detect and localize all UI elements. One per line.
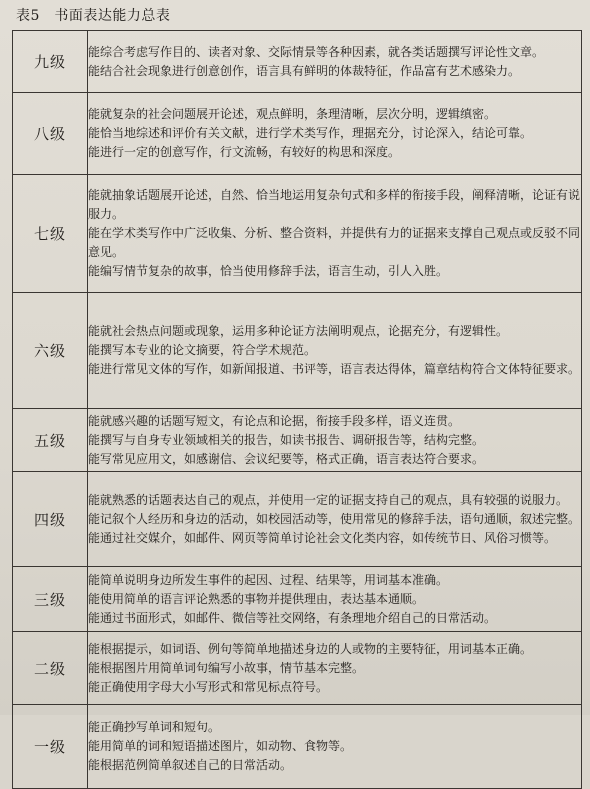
level-label: 八级 <box>13 93 88 175</box>
descriptor-line: 能就感兴趣的话题写短文，有论点和论据，衔接手段多样，语义连贯。 <box>88 413 461 428</box>
descriptor-line: 能根据提示，如词语、例句等简单地描述身边的人或物的主要特征，用词基本正确。 <box>88 641 533 656</box>
descriptor-line: 能用简单的词和短语描述图片，如动物、食物等。 <box>88 739 353 753</box>
level-label: 二级 <box>13 632 88 705</box>
table-row <box>13 31 582 93</box>
table-row <box>13 93 582 175</box>
descriptor-line: 能正确抄写单词和短句。 <box>88 720 221 734</box>
level-description <box>88 409 582 472</box>
level-description <box>88 632 582 705</box>
level-label: 三级 <box>13 567 88 632</box>
table-caption: 表5 书面表达能力总表 <box>16 8 171 24</box>
level-label: 九级 <box>13 31 88 93</box>
level-label: 一级 <box>13 705 88 789</box>
descriptor-line: 能写常见应用文，如感谢信、会议纪要等，格式正确，语言表达符合要求。 <box>88 451 485 466</box>
level-label: 六级 <box>13 293 88 409</box>
writing-ability-table <box>12 30 582 789</box>
descriptor-line: 能根据范例简单叙述自己的日常活动。 <box>88 758 293 772</box>
descriptor-line: 能记叙个人经历和身边的活动，如校园活动等，使用常见的修辞手法，语句通顺，叙述完整。 <box>88 511 581 526</box>
descriptor-line: 能撰写本专业的论文摘要，符合学术规范。 <box>88 343 317 357</box>
level-description <box>88 93 582 175</box>
descriptor-line: 能通过书面形式，如邮件、微信等社交网络，有条理地介绍自己的日常活动。 <box>88 610 497 625</box>
table-row <box>13 632 582 705</box>
level-label: 四级 <box>13 472 88 567</box>
level-label: 七级 <box>13 175 88 293</box>
descriptor-line: 能恰当地综述和评价有关文献，进行学术类写作，理据充分，讨论深入，结论可靠。 <box>88 126 533 140</box>
descriptor-line: 能使用简单的语言评论熟悉的事物并提供理由，表达基本通顺。 <box>88 591 425 606</box>
descriptor-line: 能就复杂的社会问题展开论述，观点鲜明，条理清晰，层次分明，逻辑缜密。 <box>88 107 497 121</box>
table-row <box>13 409 582 472</box>
descriptor-line: 能就熟悉的话题表达自己的观点，并使用一定的证据支持自己的观点，具有较强的说服力。 <box>88 492 569 507</box>
descriptor-line: 能正确使用字母大小写形式和常见标点符号。 <box>88 679 329 694</box>
level-description <box>88 31 582 93</box>
descriptor-line: 能在学术类写作中广泛收集、分析、整合资料，并提供有力的证据来支撑自己观点或反驳不同意见。 <box>88 226 581 259</box>
level-description <box>88 293 582 409</box>
descriptor-line: 能根据图片用简单词句编写小故事，情节基本完整。 <box>88 660 365 675</box>
descriptor-line: 能就社会热点问题或现象，运用多种论证方法阐明观点，论据充分，有逻辑性。 <box>88 324 509 338</box>
table-row <box>13 705 582 789</box>
level-description <box>88 175 582 293</box>
table-row <box>13 567 582 632</box>
descriptor-line: 能进行一定的创意写作，行文流畅，有较好的构思和深度。 <box>88 145 401 159</box>
table-row <box>13 472 582 567</box>
table-row <box>13 175 582 293</box>
level-description <box>88 705 582 789</box>
level-description <box>88 567 582 632</box>
level-label: 五级 <box>13 409 88 472</box>
descriptor-line: 能简单说明身边所发生事件的起因、过程、结果等，用词基本准确。 <box>88 572 449 587</box>
descriptor-line: 能编写情节复杂的故事，恰当使用修辞手法，语言生动，引人入胜。 <box>88 264 449 278</box>
table-row <box>13 293 582 409</box>
descriptor-line: 能通过社交媒介，如邮件、网页等简单讨论社会文化类内容，如传统节日、风俗习惯等。 <box>88 530 557 545</box>
descriptor-line: 能撰写与自身专业领域相关的报告，如读书报告、调研报告等，结构完整。 <box>88 432 485 447</box>
descriptor-line: 能结合社会现象进行创意创作，语言具有鲜明的体裁特征，作品富有艺术感染力。 <box>88 63 521 78</box>
descriptor-line: 能进行常见文体的写作，如新闻报道、书评等，语言表达得体，篇章结构符合文体特征要求。 <box>88 362 581 376</box>
descriptor-line: 能综合考虑写作目的、读者对象、交际情景等各种因素，就各类话题撰写评论性文章。 <box>88 44 545 59</box>
descriptor-line: 能就抽象话题展开论述，自然、恰当地运用复杂句式和多样的衔接手段，阐释清晰，论证有说服力。 <box>88 188 581 221</box>
level-description <box>88 472 582 567</box>
